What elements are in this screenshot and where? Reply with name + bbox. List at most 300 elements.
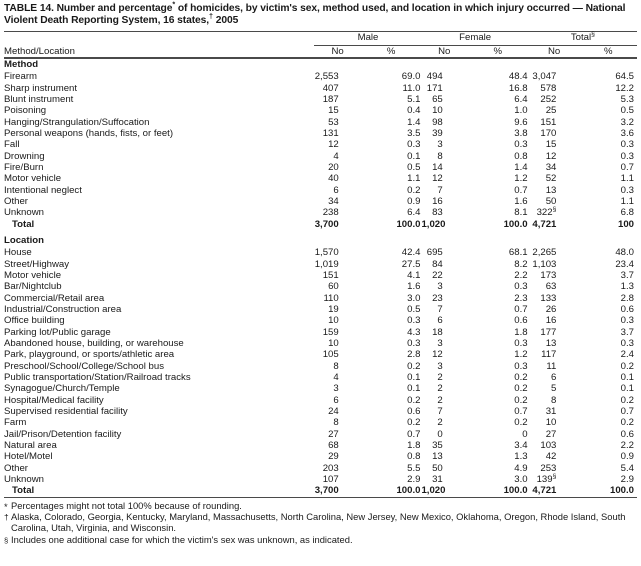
cell-female-pct: 48.4: [508, 71, 528, 83]
row-label: Fall: [4, 139, 20, 151]
cell-female-no: 10: [432, 105, 443, 117]
cell-total-pct: 23.4: [615, 258, 634, 270]
cell-female-no: 1,020: [421, 218, 446, 230]
cell-female-no: 2: [437, 394, 443, 406]
cell-total-no: 322§: [536, 206, 557, 219]
table-row: [4, 327, 637, 338]
cell-total-no: 26: [545, 303, 557, 315]
cell-female-no: 13: [432, 451, 443, 463]
cell-total-no: 117: [541, 349, 557, 361]
table-row: [4, 406, 637, 417]
row-label: Public transportation/Station/Railroad tracks: [4, 371, 191, 383]
cell-male-no: 131: [322, 127, 339, 139]
cell-male-pct: 69.0: [401, 71, 421, 83]
row-label: Blunt instrument: [4, 93, 74, 105]
table-row: [4, 151, 637, 162]
cell-female-pct: 16.8: [508, 82, 528, 94]
cell-male-no: 6: [333, 394, 339, 406]
cell-male-pct: 100.0: [396, 218, 421, 230]
row-label: Bar/Nightclub: [4, 281, 62, 293]
table-row: [4, 417, 637, 428]
cell-male-pct: 11.0: [402, 82, 421, 94]
table-row: [4, 105, 637, 116]
table-total-row: [4, 485, 637, 496]
cell-female-no: 12: [432, 173, 443, 185]
group-header-female: [422, 32, 529, 46]
cell-male-no: 34: [328, 195, 339, 207]
cell-male-no: 29: [328, 451, 339, 463]
cell-total-pct: 100.0: [609, 485, 634, 497]
cell-male-no: 40: [328, 173, 339, 185]
row-label: Other: [4, 195, 28, 207]
cell-total-no: 34: [545, 161, 557, 173]
cell-total-pct: 0.6: [620, 303, 634, 315]
cell-female-pct: 0.3: [514, 360, 528, 372]
cell-female-no: 3: [437, 337, 443, 349]
table-row: [4, 361, 637, 372]
cell-female-pct: 0.7: [514, 184, 528, 196]
cell-female-pct: 0.3: [514, 281, 528, 293]
cell-total-pct: 1.1: [620, 173, 634, 185]
cell-total-pct: 3.7: [620, 269, 634, 281]
subheader-total-no: No: [547, 45, 561, 57]
cell-total-pct: 2.8: [620, 292, 634, 304]
row-label: Office building: [4, 315, 65, 327]
cell-male-no: 4: [333, 371, 339, 383]
cell-total-no: 3,047: [532, 71, 557, 83]
cell-male-no: 20: [328, 161, 339, 173]
cell-total-no: 2,265: [532, 247, 557, 259]
cell-total-no: 139§: [536, 472, 557, 486]
cell-female-pct: 1.3: [514, 451, 528, 463]
cell-male-no: 238: [322, 207, 339, 219]
footnote-text: Includes one additional case for which the victim's sex was unknown, as indicated.: [11, 533, 353, 545]
row-label: Hotel/Motel: [4, 451, 53, 463]
footnote-marker: §: [4, 535, 9, 545]
subheader-total-pct: %: [603, 45, 613, 57]
cell-total-pct: 5.3: [620, 93, 634, 105]
table-row: [4, 281, 637, 292]
title-line-1: TABLE 14. Number and percentage: [4, 3, 173, 14]
cell-female-pct: 3.8: [514, 127, 528, 139]
row-label: Abandoned house, building, or warehouse: [4, 337, 184, 349]
cell-male-pct: 5.1: [407, 93, 421, 105]
cell-male-no: 2,553: [314, 71, 339, 83]
footnote-text: Alaska, Colorado, Georgia, Kentucky, Maryland, Massachusetts, North Carolina, New Jersey, New Mexico, Oklahoma, Oregon, Rhode Island, South Carolina, Utah, Virginia, and Wisconsin.: [11, 511, 626, 534]
cell-female-pct: 1.4: [514, 161, 528, 173]
cell-male-pct: 0.2: [407, 417, 421, 429]
cell-total-no: 16: [545, 315, 557, 327]
cell-male-pct: 0.4: [407, 105, 421, 117]
cell-total-pct: 1.3: [620, 281, 634, 293]
cell-total-pct: 0.1: [620, 383, 634, 395]
cell-female-no: 171: [426, 82, 443, 94]
cell-female-pct: 1.8: [514, 326, 528, 338]
page-title: [4, 0, 637, 28]
cell-total-pct: 0.1: [620, 371, 634, 383]
cell-female-no: 84: [432, 258, 443, 270]
cell-total-no: 151: [540, 116, 557, 128]
section-header-location: [4, 235, 637, 247]
cell-male-pct: 4.1: [407, 269, 421, 281]
cell-male-pct: 0.2: [407, 394, 421, 406]
cell-female-pct: 0.3: [514, 139, 528, 151]
cell-female-no: 98: [432, 116, 443, 128]
cell-male-no: 8: [333, 360, 339, 372]
cell-total-pct: 1.1: [620, 195, 634, 207]
cell-female-pct: 0.8: [514, 150, 528, 162]
row-label: Unknown: [4, 207, 44, 219]
cell-male-no: 68: [328, 440, 339, 452]
cell-total-no: 8: [551, 394, 557, 406]
cell-total-pct: 6.8: [620, 207, 634, 219]
cell-female-no: 695: [426, 247, 443, 259]
cell-female-no: 7: [437, 184, 443, 196]
row-label: Commercial/Retail area: [4, 292, 105, 304]
table-row: [4, 247, 637, 258]
cell-female-pct: 0.3: [514, 337, 528, 349]
table-row: [4, 207, 637, 218]
cell-female-no: 3: [437, 281, 443, 293]
cell-male-no: 6: [333, 184, 339, 196]
table-row: [4, 71, 637, 82]
cell-total-no: 10: [545, 417, 557, 429]
stub-header: Method/Location: [4, 45, 75, 57]
cell-male-no: 203: [322, 462, 339, 474]
cell-total-pct: 2.4: [620, 349, 634, 361]
cell-total-pct: 64.5: [615, 71, 634, 83]
cell-male-pct: 4.3: [407, 326, 421, 338]
table-row: [4, 463, 637, 474]
cell-total-no: 27: [545, 428, 557, 440]
cell-female-no: 12: [432, 349, 443, 361]
title-line-2-cont: 2005: [212, 15, 239, 27]
row-label: Hanging/Strangulation/Suffocation: [4, 116, 150, 128]
cell-male-pct: 100.0: [396, 485, 421, 497]
cell-total-no: 11: [546, 360, 557, 372]
row-label: Firearm: [4, 71, 38, 83]
cell-female-no: 7: [437, 303, 443, 315]
cell-total-pct: 3.2: [620, 116, 634, 128]
row-label: Intentional neglect: [4, 184, 82, 196]
cell-total-no: 133: [540, 292, 557, 304]
cell-male-pct: 0.5: [407, 303, 421, 315]
row-label: Sharp instrument: [4, 82, 78, 94]
column-subheader-row: [4, 46, 637, 57]
row-label: Supervised residential facility: [4, 406, 128, 417]
cell-female-pct: 0: [522, 428, 528, 440]
cell-total-no: 63: [545, 281, 557, 293]
cell-total-no: 103: [540, 440, 557, 452]
cell-total-no: 253: [540, 462, 557, 474]
cell-male-pct: 0.2: [407, 360, 421, 372]
cell-total-no: 25: [545, 105, 557, 117]
cell-total-pct: 0.3: [620, 184, 634, 196]
cell-female-no: 16: [432, 195, 443, 207]
footnote-marker: *: [4, 500, 8, 512]
cell-male-no: 12: [328, 139, 339, 151]
cell-male-pct: 0.8: [407, 451, 421, 463]
homicide-table: [4, 32, 637, 57]
cell-total-no: 578: [540, 82, 557, 94]
row-label: Farm: [4, 417, 27, 429]
cell-male-pct: 0.3: [407, 139, 421, 151]
cell-male-no: 53: [328, 116, 339, 128]
cell-female-pct: 100.0: [503, 218, 528, 230]
row-label: Fire/Burn: [4, 161, 44, 173]
title-asterisk: *: [172, 0, 176, 9]
cell-male-pct: 0.1: [407, 383, 421, 395]
footnotes: [4, 498, 637, 545]
cell-female-no: 35: [432, 440, 443, 452]
cell-female-pct: 0.7: [514, 303, 528, 315]
cell-male-pct: 27.5: [401, 258, 421, 270]
cell-male-no: 110: [323, 292, 339, 304]
title-line-1-cont: of homicides, by victim's sex, method used, and location in which injury occurred —: [175, 3, 583, 14]
row-label: Poisoning: [4, 105, 47, 117]
cell-female-pct: 0.2: [514, 383, 528, 395]
subheader-male-no: No: [331, 45, 344, 57]
table-row: [4, 128, 637, 139]
cell-total-pct: 0.3: [620, 139, 634, 151]
row-label: Other: [4, 462, 28, 474]
cell-total-pct: 0.7: [620, 406, 634, 417]
subheader-female-no: No: [438, 45, 451, 57]
table-row: [4, 117, 637, 128]
cell-male-no: 159: [322, 326, 339, 338]
cell-total-pct: 0.3: [620, 150, 634, 162]
cell-total-no: 42: [545, 451, 557, 463]
cell-male-pct: 2.9: [407, 474, 421, 486]
cell-total-pct: 2.2: [620, 440, 634, 452]
cell-female-no: 22: [432, 269, 443, 281]
cell-male-pct: 3.0: [407, 292, 421, 304]
group-header-male-label: Male: [314, 32, 421, 46]
table-row: [4, 383, 637, 394]
table-row: [4, 259, 637, 270]
cell-female-no: 14: [432, 161, 443, 173]
cell-male-pct: 1.1: [407, 173, 421, 185]
cell-total-pct: 100: [617, 218, 634, 230]
title-dagger: †: [209, 11, 213, 21]
row-label: Preschool/School/College/School bus: [4, 360, 164, 372]
cell-male-no: 10: [328, 337, 339, 349]
cell-total-no: 52: [545, 173, 557, 185]
table-row: [4, 196, 637, 207]
subheader-female-pct: %: [493, 45, 503, 57]
row-label: Natural area: [4, 440, 57, 452]
cell-male-no: 3,700: [314, 485, 339, 497]
row-label: Jail/Prison/Detention facility: [4, 428, 122, 440]
cell-male-pct: 0.3: [407, 315, 421, 327]
table-row: [4, 474, 637, 485]
cell-male-pct: 0.9: [407, 195, 421, 207]
cell-male-no: 8: [333, 417, 339, 429]
cell-female-pct: 6.4: [514, 93, 528, 105]
table-row: [4, 338, 637, 349]
row-label: Industrial/Construction area: [4, 303, 122, 315]
column-group-header-row: [4, 32, 637, 46]
row-label: Drowning: [4, 150, 45, 162]
cell-total-pct: 0.2: [620, 360, 634, 372]
table-total-row: [4, 219, 637, 230]
cell-male-no: 407: [322, 82, 339, 94]
cell-female-pct: 8.2: [514, 258, 528, 270]
cell-female-pct: 0.2: [514, 371, 528, 383]
title-line-2: National Violent Death Reporting System, 16 states,: [4, 3, 626, 27]
group-header-male: [314, 32, 421, 46]
row-label: Motor vehicle: [4, 269, 62, 281]
cell-male-pct: 0.3: [407, 337, 421, 349]
row-label: Park, playground, or sports/athletic area: [4, 349, 175, 361]
cell-female-pct: 68.1: [508, 247, 528, 259]
cell-female-no: 8: [437, 150, 443, 162]
cell-male-pct: 5.5: [407, 462, 421, 474]
cell-total-pct: 0.3: [620, 337, 634, 349]
row-label: Street/Highway: [4, 258, 70, 270]
cell-total-no: 15: [545, 139, 557, 151]
cell-male-no: 24: [328, 406, 339, 417]
cell-total-pct: 0.6: [620, 428, 634, 440]
cell-male-pct: 0.2: [407, 184, 421, 196]
cell-female-no: 3: [437, 139, 443, 151]
cell-total-pct: 0.2: [620, 394, 634, 406]
cell-male-pct: 1.8: [407, 440, 421, 452]
cell-male-no: 4: [333, 150, 339, 162]
section-symbol-sup: §: [552, 206, 557, 214]
row-label: Motor vehicle: [4, 173, 62, 185]
cell-total-no: 177: [540, 326, 557, 338]
row-label: Hospital/Medical facility: [4, 394, 104, 406]
cell-male-no: 3,700: [314, 218, 339, 230]
cell-male-no: 187: [322, 93, 339, 105]
table-row: [4, 270, 637, 281]
cell-total-pct: 0.2: [620, 417, 634, 429]
cell-male-pct: 0.1: [407, 150, 421, 162]
cell-total-no: 1,103: [532, 258, 557, 270]
cell-male-pct: 6.4: [407, 207, 421, 219]
cell-female-no: 23: [432, 292, 443, 304]
cell-total-no: 4,721: [532, 485, 557, 497]
footnote-2: [4, 511, 637, 534]
row-label: Unknown: [4, 474, 44, 486]
cell-male-no: 3: [333, 383, 339, 395]
cell-female-pct: 0.7: [514, 406, 528, 417]
cell-female-no: 2: [437, 417, 443, 429]
table-row: [4, 139, 637, 150]
cell-total-pct: 0.5: [620, 105, 634, 117]
cell-male-pct: 0.1: [407, 371, 421, 383]
cell-total-no: 13: [545, 184, 557, 196]
cell-female-no: 494: [426, 71, 443, 83]
table-row: [4, 429, 637, 440]
cell-total-pct: 0.3: [620, 315, 634, 327]
cell-female-pct: 1.0: [514, 105, 528, 117]
cell-total-pct: 48.0: [615, 247, 634, 259]
cell-female-no: 2: [437, 383, 443, 395]
cell-total-no: 31: [545, 406, 557, 417]
table-row: [4, 304, 637, 315]
cell-female-no: 39: [432, 127, 443, 139]
cell-female-no: 83: [432, 207, 443, 219]
cell-male-no: 15: [328, 105, 339, 117]
cell-male-no: 27: [328, 428, 339, 440]
cell-total-pct: 5.4: [620, 462, 634, 474]
table-row: [4, 185, 637, 196]
cell-male-pct: 1.6: [407, 281, 421, 293]
cell-male-no: 1,019: [314, 258, 339, 270]
cell-female-no: 2: [437, 371, 443, 383]
table-row: [4, 162, 637, 173]
table-row: [4, 372, 637, 383]
cell-male-no: 60: [328, 281, 339, 293]
cell-total-no: 4,721: [532, 218, 557, 230]
section-header-method: [4, 59, 637, 71]
table-row: [4, 83, 637, 94]
cell-total-no: 5: [551, 383, 557, 395]
cell-female-pct: 1.6: [514, 195, 528, 207]
cell-male-pct: 0.7: [407, 428, 421, 440]
cell-total-no: 170: [540, 127, 557, 139]
cell-total-pct: 12.2: [615, 82, 634, 94]
cell-total-pct: 2.9: [620, 474, 634, 486]
cell-total-no: 6: [551, 371, 557, 383]
footnote-marker: †: [4, 511, 9, 522]
cell-female-pct: 1.2: [514, 173, 528, 185]
cell-female-pct: 1.2: [514, 349, 528, 361]
cell-total-pct: 3.7: [620, 326, 634, 338]
cell-male-no: 1,570: [314, 247, 339, 259]
section-symbol-sup: §: [552, 472, 557, 480]
cell-female-pct: 4.9: [514, 462, 528, 474]
cell-female-no: 3: [437, 360, 443, 372]
section-header-label: Method: [4, 59, 39, 70]
footnote-text: Percentages might not total 100% because of rounding.: [11, 499, 242, 511]
cell-female-pct: 9.6: [514, 116, 528, 128]
row-label: Synagogue/Church/Temple: [4, 383, 120, 395]
cell-female-pct: 0.2: [514, 394, 528, 406]
cell-male-no: 10: [328, 315, 339, 327]
cell-female-no: 7: [437, 406, 443, 417]
cell-female-no: 1,020: [421, 485, 446, 497]
cell-male-pct: 2.8: [407, 349, 421, 361]
cell-female-pct: 2.3: [514, 292, 528, 304]
row-label: Total: [12, 485, 35, 497]
cell-female-no: 6: [437, 315, 443, 327]
table-row: [4, 440, 637, 451]
table-row: [4, 94, 637, 105]
cell-male-pct: 0.5: [407, 161, 421, 173]
row-label: Total: [12, 218, 35, 230]
cell-total-no: 252: [540, 93, 557, 105]
cell-female-no: 18: [432, 326, 443, 338]
cell-total-no: 173: [540, 269, 557, 281]
cell-male-pct: 1.4: [407, 116, 421, 128]
cell-female-no: 65: [432, 93, 443, 105]
cell-female-no: 0: [437, 428, 443, 440]
cell-male-no: 151: [322, 269, 339, 281]
table-row: [4, 315, 637, 326]
table-row: [4, 173, 637, 184]
cell-female-pct: 8.1: [514, 207, 528, 219]
cell-total-no: 13: [545, 337, 557, 349]
cell-male-no: 105: [322, 349, 339, 361]
table-row: [4, 395, 637, 406]
subheader-male-pct: %: [386, 45, 396, 57]
table-row: [4, 293, 637, 304]
cell-male-pct: 0.6: [407, 406, 421, 417]
cell-female-pct: 0.2: [514, 417, 528, 429]
